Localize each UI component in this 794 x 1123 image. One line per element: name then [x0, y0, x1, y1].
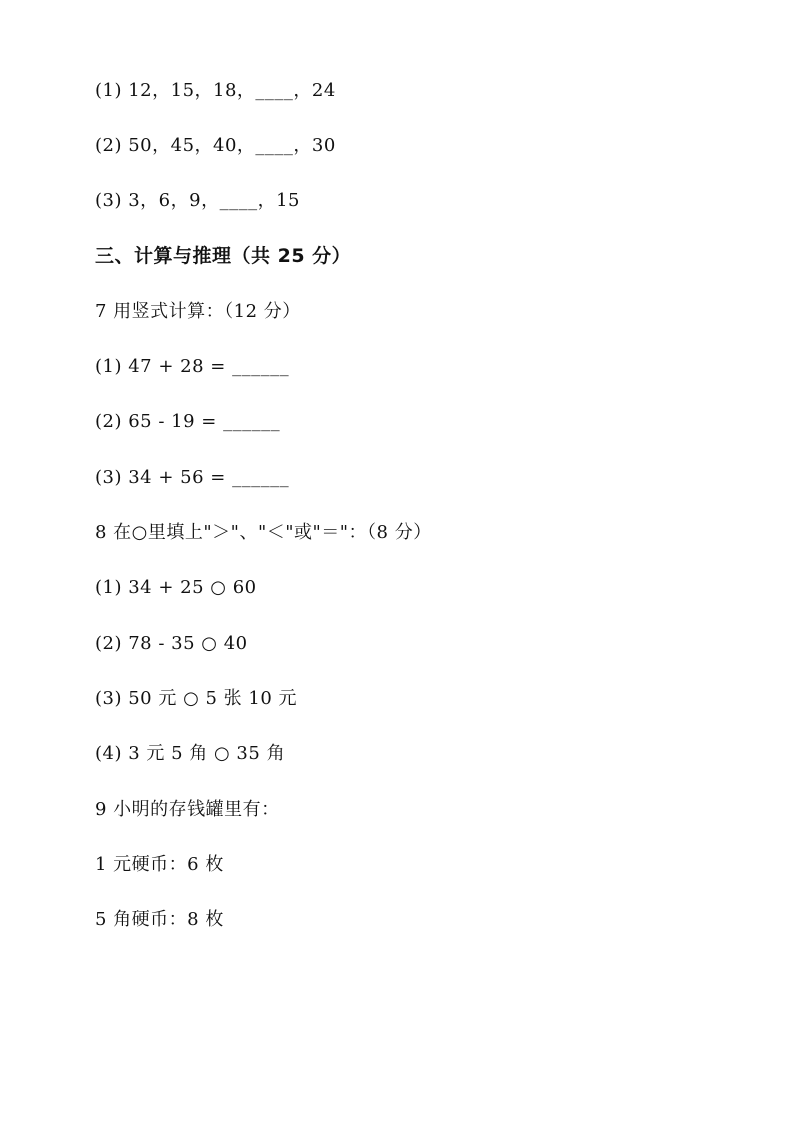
coin-count-5-jiao: 5 角硬币：8 枚 [95, 909, 224, 930]
question-8-title: 8 在○里填上"＞"、"＜"或"＝"：（8 分） [95, 522, 432, 543]
question-9-title: 9 小明的存钱罐里有： [95, 799, 280, 820]
compare-question-3: (3) 50 元 ○ 5 张 10 元 [95, 688, 298, 709]
section-heading: 三、计算与推理（共 25 分） [95, 245, 352, 267]
question-7-title: 7 用竖式计算：（12 分） [95, 301, 301, 322]
calc-question-2: (2) 65 - 19 = ______ [95, 411, 281, 432]
calc-question-3: (3) 34 + 56 = ______ [95, 467, 290, 488]
sequence-question-1: (1) 12，15，18，____，24 [95, 80, 336, 101]
calc-question-1: (1) 47 + 28 = ______ [95, 356, 290, 377]
compare-question-1: (1) 34 + 25 ○ 60 [95, 577, 257, 598]
compare-question-4: (4) 3 元 5 角 ○ 35 角 [95, 743, 286, 764]
compare-question-2: (2) 78 - 35 ○ 40 [95, 633, 248, 654]
coin-count-1-yuan: 1 元硬币：6 枚 [95, 854, 224, 875]
sequence-question-2: (2) 50，45，40，____，30 [95, 135, 336, 156]
sequence-question-3: (3) 3，6，9，____，15 [95, 190, 300, 211]
